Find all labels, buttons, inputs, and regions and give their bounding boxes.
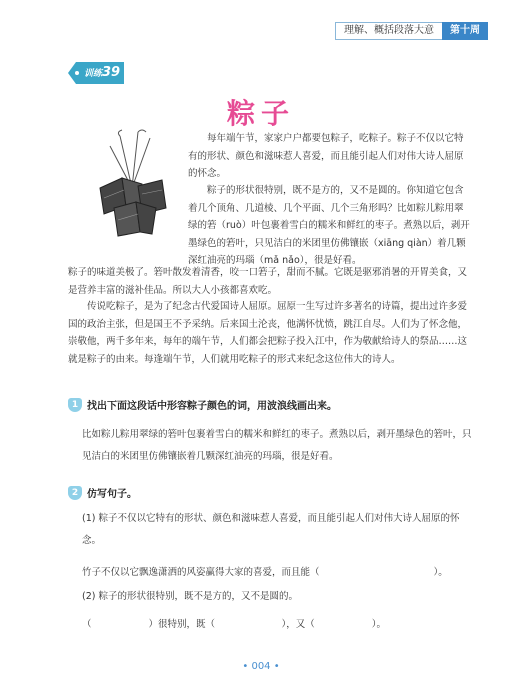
question-2-fill-1[interactable]: 竹子不仅以它飘逸潇洒的风姿赢得大家的喜爱，而且能（ ）。 (82, 567, 448, 578)
question-1-text: 找出下面这段话中形容粽子颜色的词，用波浪线画出来。 (87, 401, 337, 412)
section-subtitle: 理解、概括段落大意 (335, 22, 442, 40)
question-2-number-icon: 2 (68, 486, 82, 500)
section-header (335, 22, 488, 40)
week-badge: 第十周 (442, 22, 488, 40)
question-1 (68, 397, 337, 412)
question-1-number-icon: 1 (68, 398, 82, 412)
question-2-sentence-2: (2) 粽子的形状很特别，既不是方的，又不是圆的。 (82, 591, 298, 602)
passage-paragraph-2: 粽子的形状很特别，既不是方的，又不是圆的。你知道它包含着几个顶角、几道棱、几个平面、几个三角形吗？比如粽儿粽用翠绿的箬（ruò）叶包裹着雪白的糯米和鲜红的枣子。煮熟以后，剥开墨绿色的箬叶，只见洁白的米团里仿佛镶嵌（xiāng qiàn）着几颗深红油亮的玛瑙（mǎ nǎo），很是好看。 (188, 185, 470, 266)
page-title: 粽子 (226, 97, 295, 130)
question-2 (68, 485, 137, 500)
question-1-sentence: 比如粽儿粽用翠绿的箬叶包裹着雪白的糯米和鲜红的枣子。煮熟以后，剥开墨绿色的箬叶，只见洁白的米团里仿佛镶嵌着几颗深红油亮的玛瑙，很是好看。 (82, 429, 472, 462)
passage-paragraph-4: 传说吃粽子，是为了纪念古代爱国诗人屈原。屈原一生写过许多著名的诗篇，提出过许多爱国的政治主张，但是国王不予采纳。后来国土沦丧，他满怀忧愤，跳江自尽。人们为了怀念他，崇敬他，两千多年来，每年的端午节，人们都会把粽子投入江中，作为敬献给诗人的祭品……这就是粽子的由来。每逢端午节，人们就用吃粽子的形式来纪念这位伟大的诗人。 (68, 301, 468, 365)
training-label (84, 65, 120, 80)
question-2-sentence-1: (1) 粽子不仅以它特有的形状、颜色和滋味惹人喜爱，而且能引起人们对伟大诗人屈原的怀念。 (82, 513, 460, 546)
question-2-text: 仿写句子。 (87, 489, 137, 500)
training-number: 39 (102, 65, 121, 80)
training-prefix: 训练 (84, 69, 103, 79)
page-number: • 004 • (242, 661, 280, 672)
question-2-fill-2[interactable]: （ ）很特别，既（ ），又（ ）。 (82, 619, 387, 630)
zongzi-illustration-icon (80, 128, 184, 240)
training-tag (68, 62, 126, 84)
passage-paragraph-3: 粽子的味道美极了。箬叶散发着清香，咬一口箬子，甜而不腻。它既是驱邪消暑的开胃美食，又是营养丰富的滋补佳品。所以大人小孩都喜欢吃。 (68, 267, 468, 296)
passage-paragraph-1: 每年端午节，家家户户都要包粽子，吃粽子。粽子不仅以它特有的形状、颜色和滋味惹人喜爱，而且能引起人们对伟大诗人屈原的怀念。 (188, 133, 464, 179)
